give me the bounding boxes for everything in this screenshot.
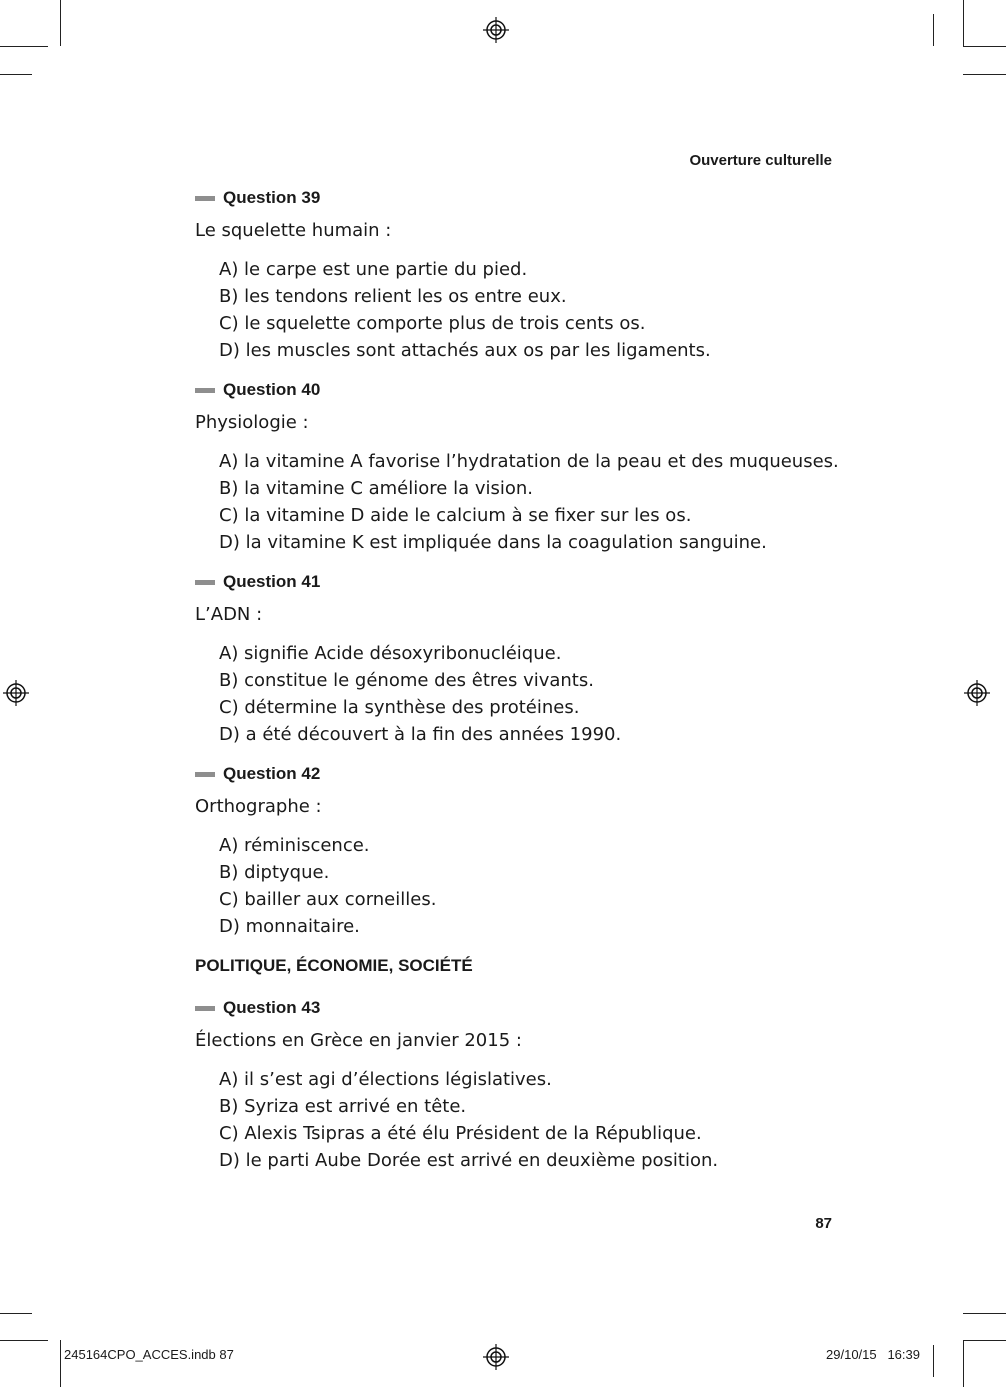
choice-list [195, 640, 835, 748]
registration-mark-icon [483, 1344, 509, 1370]
registration-mark-icon [483, 17, 509, 43]
choice-list [195, 448, 839, 556]
question-prompt: L’ADN : [195, 604, 263, 625]
page-number: 87 [815, 1215, 832, 1232]
question-prompt: Orthographe : [195, 796, 322, 817]
registration-mark-icon [964, 680, 990, 706]
slug-file-name: 245164CPO_ACCES.indb 87 [64, 1347, 234, 1362]
choice-list [195, 256, 835, 364]
choice-item: C) le squelette comporte plus de trois cents os. [219, 313, 646, 334]
choice-item: A) réminiscence. [219, 835, 370, 856]
question-prompt: Le squelette humain : [195, 220, 392, 241]
choice-item: D) a été découvert à la fin des années 1990. [219, 724, 622, 745]
choice-item: A) il s’est agi d’élections législatives. [219, 1069, 552, 1090]
choice-item: B) diptyque. [219, 862, 330, 883]
question-block [195, 762, 835, 940]
crop-mark [0, 1340, 48, 1341]
choice-list [195, 832, 835, 940]
crop-mark [963, 1340, 964, 1387]
choice-item: D) les muscles sont attachés aux os par les ligaments. [219, 340, 711, 361]
running-head: Ouverture culturelle [689, 152, 832, 169]
question-label: Question 41 [223, 572, 321, 591]
crop-mark [0, 46, 48, 47]
crop-mark [963, 46, 1006, 47]
crop-mark [0, 1313, 32, 1314]
choice-item: B) Syriza est arrivé en tête. [219, 1096, 467, 1117]
question-label: Question 39 [223, 188, 321, 207]
question-marker-icon [195, 1006, 215, 1011]
question-heading [195, 762, 835, 786]
question-marker-icon [195, 388, 215, 393]
crop-mark [963, 1313, 1006, 1314]
slug-date-time: 29/10/15 16:39 [826, 1347, 920, 1362]
crop-mark [60, 1340, 61, 1387]
question-heading [195, 186, 835, 210]
crop-mark [0, 74, 32, 75]
choice-item: B) les tendons relient les os entre eux. [219, 286, 567, 307]
question-heading [195, 996, 835, 1020]
choice-item: B) la vitamine C améliore la vision. [219, 478, 533, 499]
crop-mark [963, 1340, 1006, 1341]
page-content [195, 186, 839, 1188]
question-label: Question 40 [223, 380, 321, 399]
registration-mark-icon [3, 680, 29, 706]
question-group [195, 996, 835, 1174]
choice-item: B) constitue le génome des êtres vivants. [219, 670, 594, 691]
crop-mark [933, 1345, 934, 1377]
choice-item: C) bailler aux corneilles. [219, 889, 437, 910]
section-title: POLITIQUE, ÉCONOMIE, SOCIÉTÉ [195, 956, 473, 975]
crop-mark [963, 74, 1006, 75]
crop-mark [60, 0, 61, 46]
question-marker-icon [195, 772, 215, 777]
question-marker-icon [195, 580, 215, 585]
choice-item: C) la vitamine D aide le calcium à se fixer sur les os. [219, 505, 692, 526]
question-block [195, 378, 839, 556]
question-group [195, 186, 839, 940]
question-block [195, 186, 835, 364]
choice-item: D) le parti Aube Dorée est arrivé en deuxième position. [219, 1150, 719, 1171]
question-marker-icon [195, 196, 215, 201]
crop-mark [963, 0, 964, 46]
question-block [195, 570, 835, 748]
choice-item: D) la vitamine K est impliquée dans la coagulation sanguine. [219, 532, 767, 553]
question-block [195, 996, 835, 1174]
question-heading [195, 570, 835, 594]
choice-item: D) monnaitaire. [219, 916, 360, 937]
question-label: Question 42 [223, 764, 321, 783]
choice-item: A) le carpe est une partie du pied. [219, 259, 528, 280]
choice-item: C) détermine la synthèse des protéines. [219, 697, 580, 718]
question-label: Question 43 [223, 998, 321, 1017]
choice-item: A) signifie Acide désoxyribonucléique. [219, 643, 562, 664]
question-prompt: Physiologie : [195, 412, 309, 433]
choice-item: C) Alexis Tsipras a été élu Président de la République. [219, 1123, 702, 1144]
choice-item: A) la vitamine A favorise l’hydratation de la peau et des muqueuses. [219, 451, 839, 472]
choice-list [195, 1066, 835, 1174]
question-prompt: Élections en Grèce en janvier 2015 : [195, 1030, 522, 1051]
crop-mark [933, 14, 934, 46]
question-heading [195, 378, 835, 402]
